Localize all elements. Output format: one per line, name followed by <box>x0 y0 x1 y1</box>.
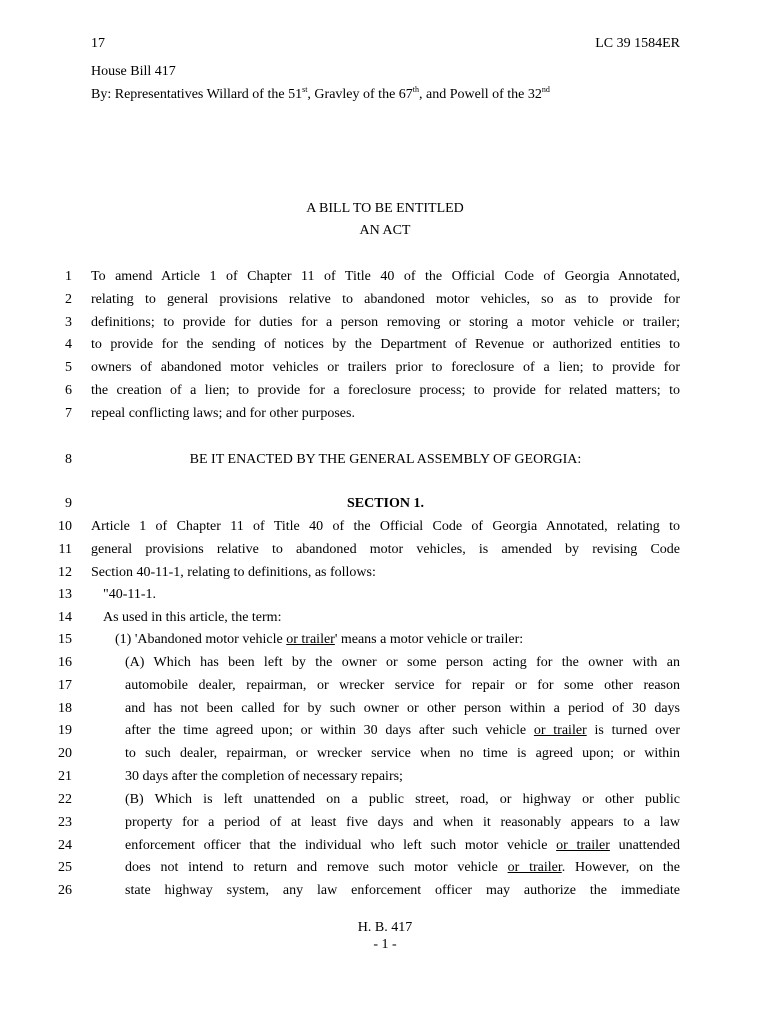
inserted-text: or trailer <box>286 632 335 647</box>
bill-text-line: to provide for the sending of notices by the Department of Revenue or authorized entities to <box>91 337 680 352</box>
bill-text-line <box>125 860 680 876</box>
bill-text-line: To amend Article 1 of Chapter 11 of Title 40 of the Official Code of Georgia Annotated, <box>91 269 680 284</box>
bill-text-line: Article 1 of Chapter 11 of Title 40 of the Official Code of Georgia Annotated, relating to <box>91 519 680 534</box>
line-number: 17 <box>58 678 72 693</box>
bill-text-line: owners of abandoned motor vehicles or trailers prior to foreclosure of a lien; to provide for <box>91 360 680 375</box>
bill-text-line: repeal conflicting laws; and for other purposes. <box>91 406 355 421</box>
line-number: 19 <box>58 723 72 738</box>
line-number: 20 <box>58 746 72 761</box>
bill-text-line: and has not been called for by such owner or other person within a period of 30 days <box>125 701 680 716</box>
bill-text-line: (A) Which has been left by the owner or some person acting for the owner with an <box>125 655 680 670</box>
text-segment: . However, on the <box>561 860 680 875</box>
line-number: 16 <box>58 655 72 670</box>
line-number: 6 <box>65 383 72 398</box>
bill-title-line1: A BILL TO BE ENTITLED <box>306 201 464 216</box>
text-segment: unattended <box>609 838 681 853</box>
bill-text-line: As used in this article, the term: <box>103 610 282 625</box>
line-number: 18 <box>58 701 72 716</box>
page-sequence-number: 17 <box>91 36 105 51</box>
bill-text-line: relating to general provisions relative to abandoned motor vehicles, so as to provide for <box>91 292 680 307</box>
line-number: 12 <box>58 565 72 580</box>
bill-text-line: (B) Which is left unattended on a public street, road, or highway or other public <box>125 792 680 807</box>
bill-text-line: 30 days after the completion of necessary repairs; <box>125 769 403 784</box>
bill-text-line <box>125 838 680 854</box>
bill-text-line: BE IT ENACTED BY THE GENERAL ASSEMBLY OF GEORGIA: <box>189 452 582 467</box>
line-number: 3 <box>65 315 72 330</box>
bill-text-line: property for a period of at least five days and when it reasonably appears to a law <box>125 815 680 830</box>
bill-text-line: the creation of a lien; to provide for a foreclosure process; to provide for related matters; to <box>91 383 680 398</box>
line-number: 15 <box>58 632 72 647</box>
line-number: 22 <box>58 792 72 807</box>
text-segment: (1) 'Abandoned motor vehicle <box>115 632 287 647</box>
bill-text-line <box>125 723 680 739</box>
line-number: 1 <box>65 269 72 284</box>
line-number: 9 <box>65 496 72 511</box>
line-number: 7 <box>65 406 72 421</box>
footer-bill-ref: H. B. 417 <box>357 920 413 935</box>
text-segment: is turned over <box>586 723 680 738</box>
line-number: 2 <box>65 292 72 307</box>
bill-text-line: general provisions relative to abandoned motor vehicles, is amended by revising Code <box>91 542 680 557</box>
inserted-text: or trailer <box>533 723 587 738</box>
text-segment: after the time agreed upon; or within 30 days after such vehicle <box>125 723 534 738</box>
inserted-text: or trailer <box>507 860 562 875</box>
bill-text-line: state highway system, any law enforcement officer may authorize the immediate <box>125 883 680 898</box>
line-number: 5 <box>65 360 72 375</box>
bill-title-line2: AN ACT <box>359 223 411 238</box>
line-number: 23 <box>58 815 72 830</box>
line-number: 21 <box>58 769 72 784</box>
lc-number: LC 39 1584ER <box>595 36 680 51</box>
bill-text-line: SECTION 1. <box>346 496 425 511</box>
bill-name: House Bill 417 <box>91 64 176 79</box>
bill-text-line: "40-11-1. <box>103 587 157 602</box>
text-segment: does not intend to return and remove such motor vehicle <box>125 860 508 875</box>
line-number: 14 <box>58 610 72 625</box>
bill-text-line: to such dealer, repairman, or wrecker service when no time is agreed upon; or within <box>125 746 680 761</box>
bill-text-line: Section 40-11-1, relating to definitions, as follows: <box>91 565 376 580</box>
text-segment: enforcement officer that the individual who left such motor vehicle <box>125 838 557 853</box>
line-number: 24 <box>58 838 72 853</box>
bill-text-line: definitions; to provide for duties for a person removing or storing a motor vehicle or trailer; <box>91 315 680 330</box>
text-segment: ' means a motor vehicle or trailer: <box>334 632 524 647</box>
sponsors-line: By: Representatives Willard of the 51st, Gravley of the 67th, and Powell of the 32nd <box>91 85 550 102</box>
footer-page-number: - 1 - <box>373 937 397 952</box>
inserted-text: or trailer <box>556 838 610 853</box>
bill-text-line <box>115 632 680 648</box>
line-number: 25 <box>58 860 72 875</box>
line-number: 26 <box>58 883 72 898</box>
line-number: 4 <box>65 337 72 352</box>
line-number: 11 <box>58 542 72 557</box>
line-number: 13 <box>58 587 72 602</box>
line-number: 10 <box>58 519 72 534</box>
bill-text-line: automobile dealer, repairman, or wrecker service for repair or for some other reason <box>125 678 680 693</box>
line-number: 8 <box>65 452 72 467</box>
